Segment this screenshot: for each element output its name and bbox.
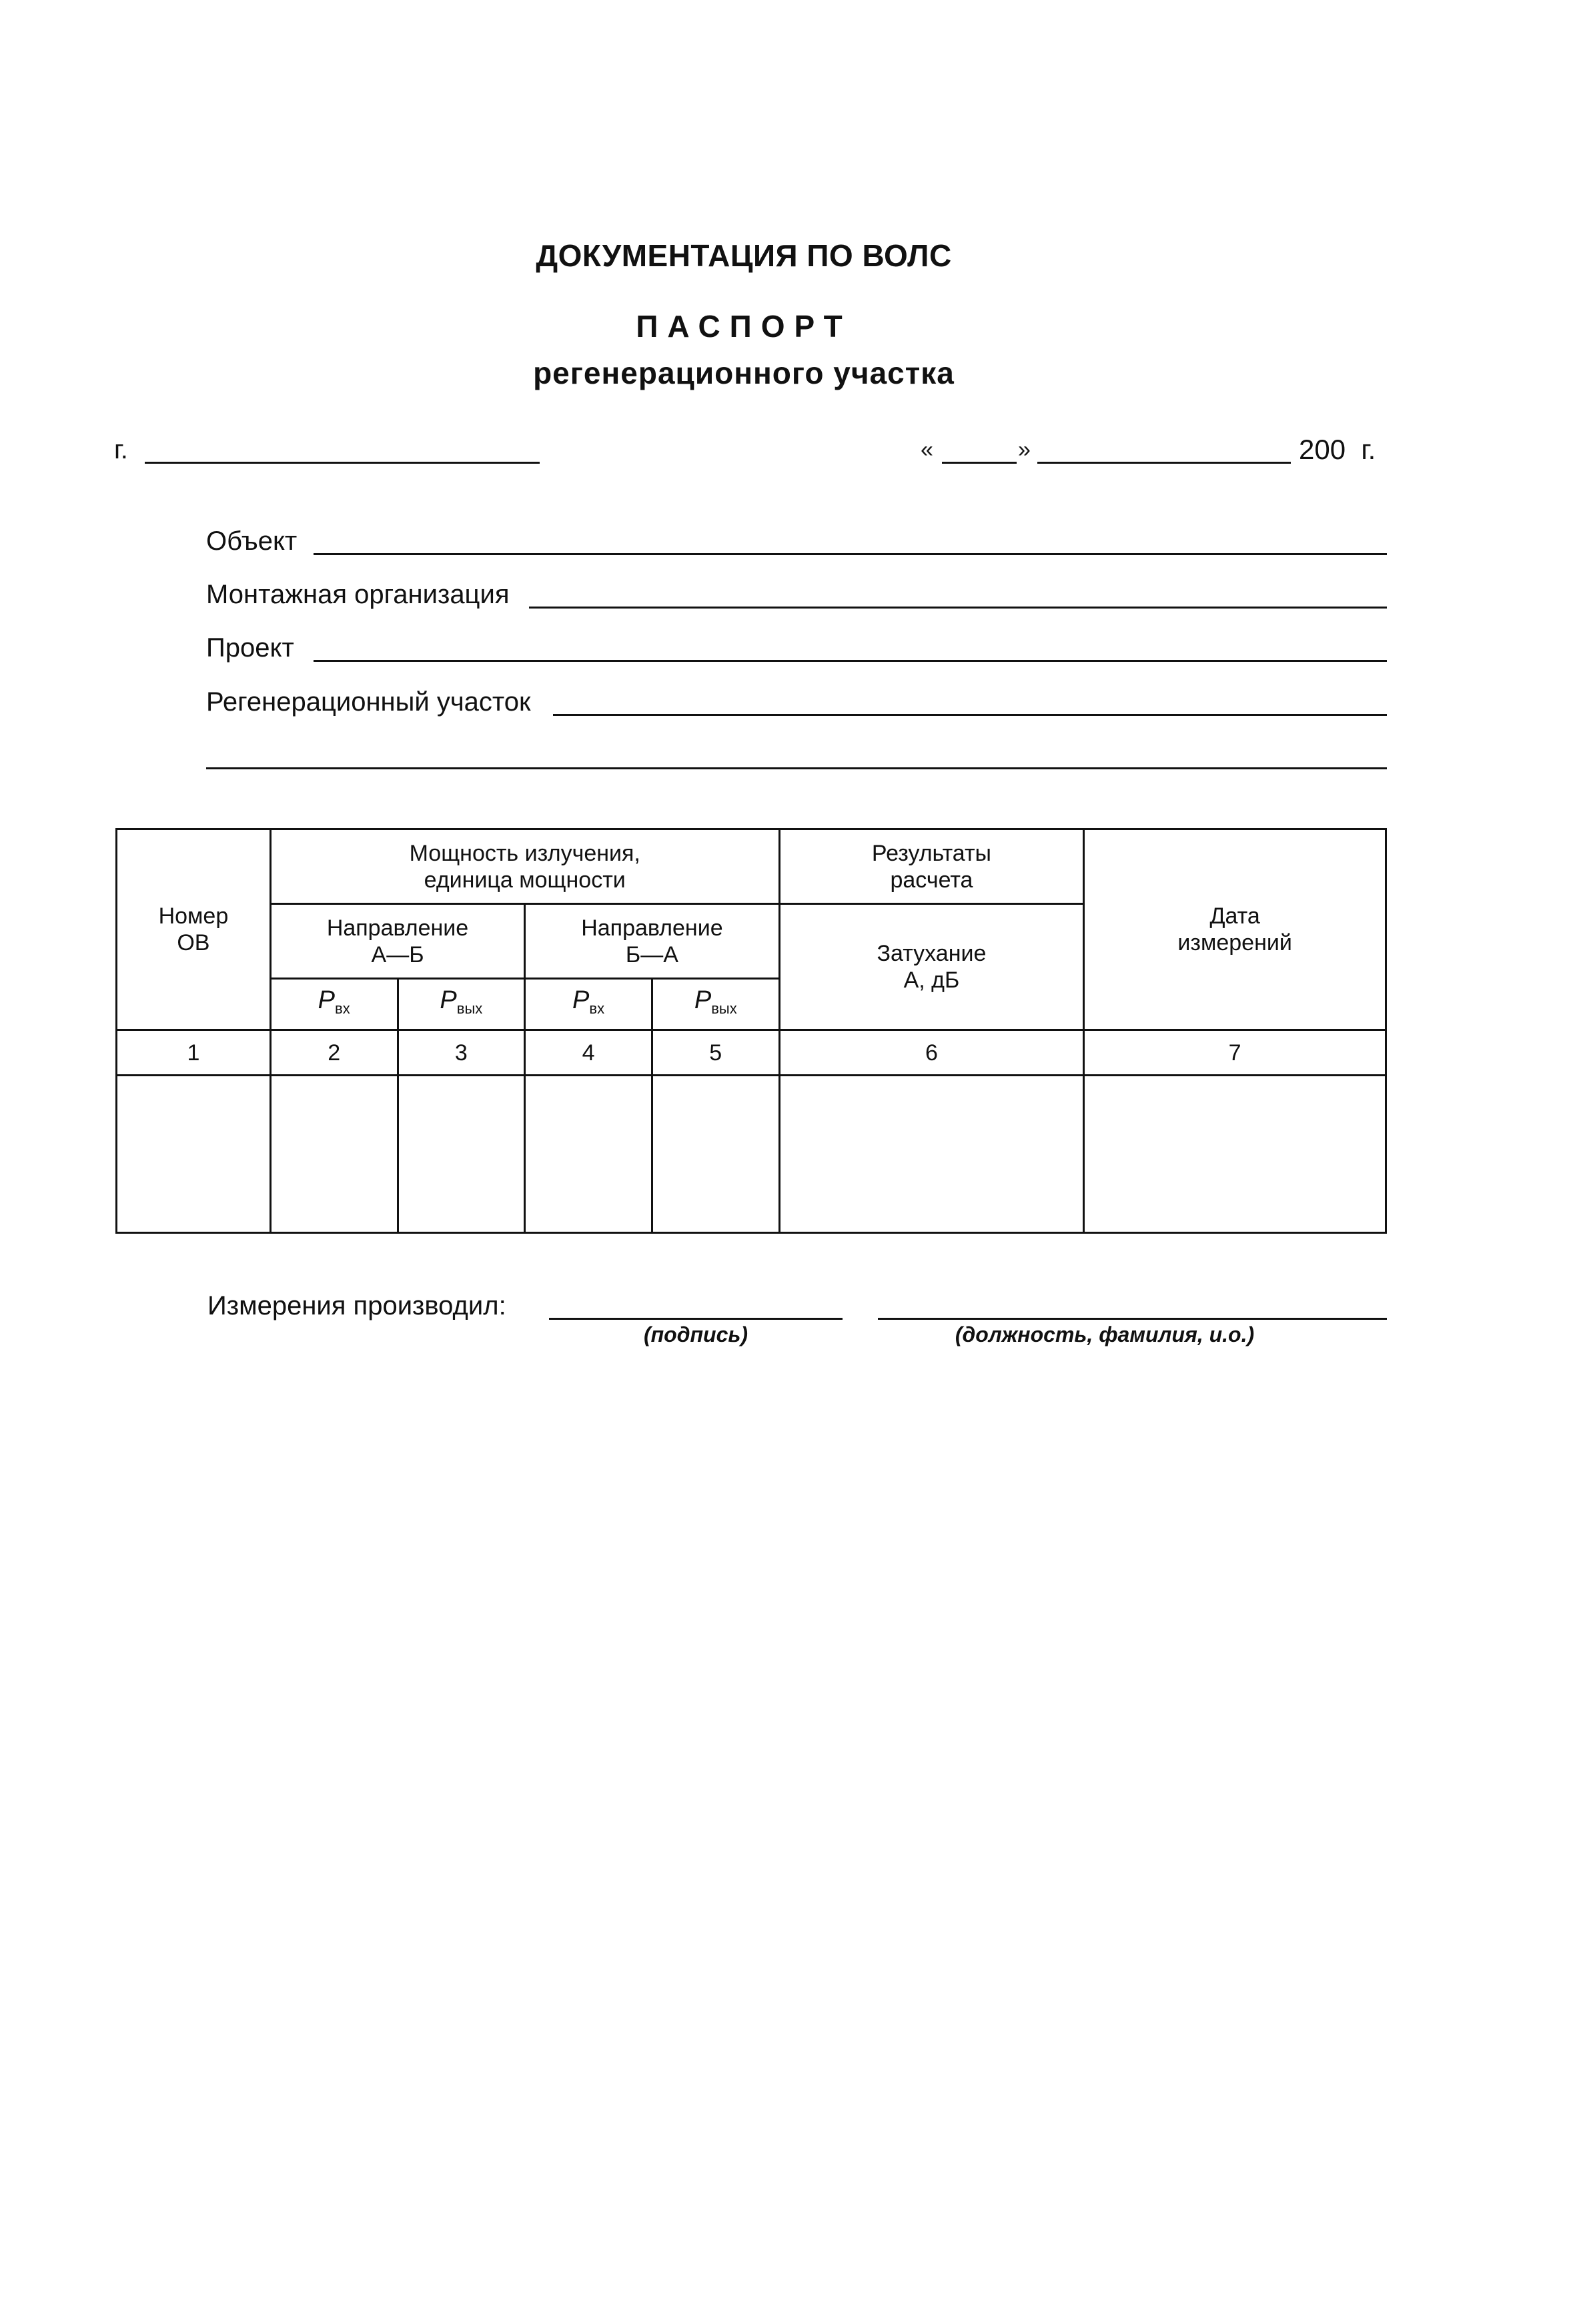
column-number-7: 7: [1084, 1030, 1386, 1076]
section-continuation-line[interactable]: [206, 767, 1387, 769]
header-direction-ba: Направление Б—А: [525, 904, 779, 979]
header-measurement-date: Дата измерений: [1084, 829, 1386, 1030]
header-radiation-power: Мощность излучения, единица мощности: [270, 829, 779, 904]
day-field-line[interactable]: [942, 462, 1017, 464]
section-label: Регенерационный участок: [206, 687, 531, 717]
document-subtitle: регенерационного участка: [533, 356, 955, 390]
object-field-line[interactable]: [314, 553, 1387, 555]
section-field-line[interactable]: [553, 714, 1387, 716]
object-label: Объект: [206, 526, 298, 556]
entry-cell-p-in-ba[interactable]: [525, 1076, 652, 1233]
header-p-out-ab: $P_{вых}$: [398, 979, 525, 1030]
installer-field-line[interactable]: [529, 607, 1387, 609]
header-p-in-ba: $P_{вх}$: [525, 979, 652, 1030]
column-number-3: 3: [398, 1030, 525, 1076]
entry-cell-p-out-ab[interactable]: [398, 1076, 525, 1233]
document-type: ПАСПОРТ: [636, 309, 852, 344]
column-number-5: 5: [652, 1030, 779, 1076]
column-number-2: 2: [270, 1030, 398, 1076]
header-p-out-ba: $P_{вых}$: [652, 979, 779, 1030]
column-number-1: 1: [117, 1030, 271, 1076]
installer-label: Монтажная организация: [206, 580, 510, 609]
column-number-4: 4: [525, 1030, 652, 1076]
entry-cell-fiber-number[interactable]: [117, 1076, 271, 1233]
header-fiber-number: Номер ОВ: [117, 829, 271, 1030]
entry-cell-p-in-ab[interactable]: [270, 1076, 398, 1233]
signature-field-line[interactable]: [549, 1318, 843, 1320]
year-text: 200 г.: [1299, 434, 1376, 465]
entry-cell-attenuation[interactable]: [779, 1076, 1084, 1233]
position-name-hint: (должность, фамилия, и.о.): [955, 1322, 1255, 1346]
position-name-field-line[interactable]: [878, 1318, 1387, 1320]
header-direction-ab: Направление А—Б: [270, 904, 524, 979]
project-field-line[interactable]: [314, 660, 1387, 662]
document-title: ДОКУМЕНТАЦИЯ ПО ВОЛС: [536, 238, 952, 273]
column-number-6: 6: [779, 1030, 1084, 1076]
quote-close: »: [1018, 437, 1031, 462]
city-field-line[interactable]: [145, 462, 540, 464]
project-label: Проект: [206, 633, 294, 663]
month-field-line[interactable]: [1037, 462, 1291, 464]
quote-open: «: [921, 437, 933, 462]
header-p-in-ab: $P_{вх}$: [270, 979, 398, 1030]
signature-hint: (подпись): [643, 1322, 748, 1346]
entry-cell-p-out-ba[interactable]: [652, 1076, 779, 1233]
measured-by-label: Измерения производил:: [207, 1291, 506, 1320]
measurement-table: [115, 828, 1387, 1234]
city-prefix: г.: [114, 435, 128, 464]
header-attenuation: Затухание А, дБ: [779, 904, 1084, 1030]
entry-cell-date[interactable]: [1084, 1076, 1386, 1233]
header-calc-results: Результаты расчета: [779, 829, 1084, 904]
